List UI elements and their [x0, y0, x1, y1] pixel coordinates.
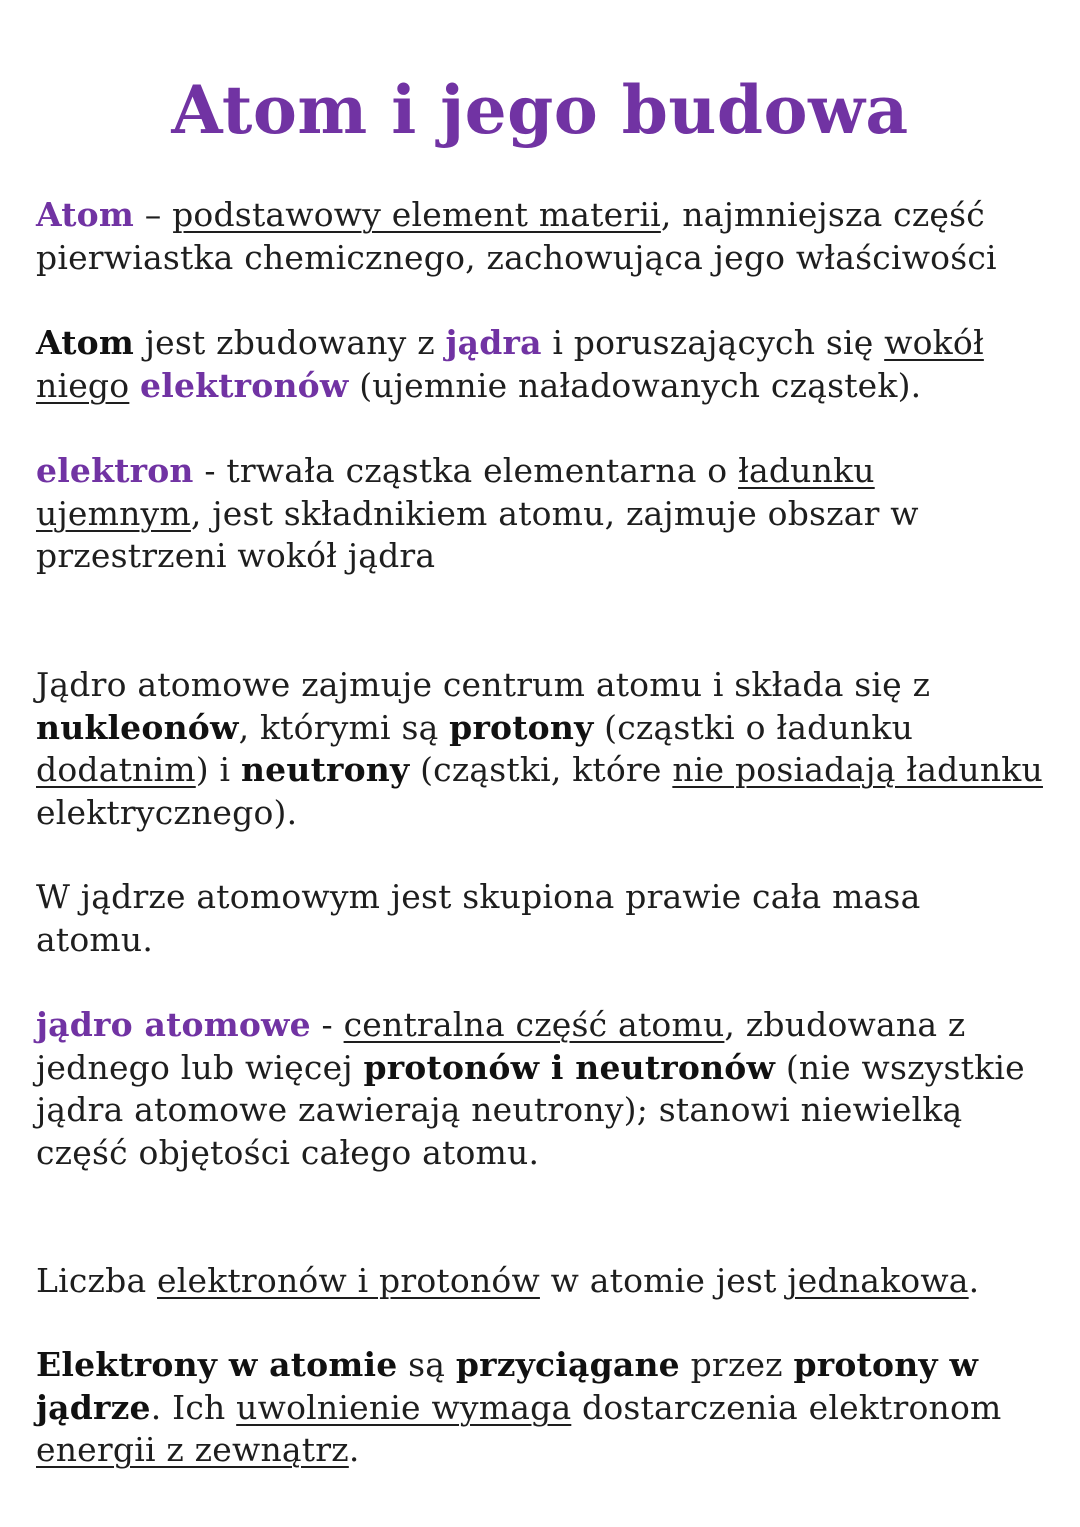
count-paragraph: Liczba elektronów i protonów w atomie jest jednakowa.	[36, 1261, 980, 1300]
page-title: Atom i jego budowa	[171, 71, 909, 149]
term-elektronow: elektronów	[140, 365, 349, 405]
term-atom: Atom	[36, 195, 134, 234]
underlined-phrase: podstawowy element materii	[172, 195, 661, 234]
attraction-paragraph: Elektrony w atomie są przyciągane przez protony w jądrze. Ich uwolnienie wymaga dostarczenia elektronom energii z zewnątrz.	[36, 1345, 1002, 1469]
nucleus-definition: jądro atomowe - centralna część atomu, zbudowana z jednego lub więcej protonów i neutronów (nie wszystkie jądra atomowe zawierają neutrony); stanowi niewielką część objętości całego atomu.	[36, 1005, 1025, 1172]
term-jadro-atomowe: jądro atomowe	[36, 1005, 311, 1044]
atom-definition: Atom – podstawowy element materii, najmniejsza część pierwiastka chemicznego, zachowująca jego właściwości	[36, 195, 997, 277]
term-elektron: elektron	[36, 451, 194, 490]
nucleus-paragraph: Jądro atomowe zajmuje centrum atomu i składa się z nukleonów, którymi są protony (cząstki o ładunku dodatnim) i neutrony (cząstki, które nie posiadają ładunku elektrycznego).	[36, 665, 1043, 832]
term-jadra: jądra	[445, 323, 542, 362]
atom-structure-paragraph: Atom jest zbudowany z jądra i poruszających się wokół niego elektronów (ujemnie naładowanych cząstek).	[36, 323, 984, 405]
electron-definition: elektron - trwała cząstka elementarna o ładunku ujemnym, jest składnikiem atomu, zajmuje obszar w przestrzeni wokół jądra	[36, 451, 919, 575]
mass-paragraph: W jądrze atomowym jest skupiona prawie cała masa atomu.	[36, 877, 921, 959]
